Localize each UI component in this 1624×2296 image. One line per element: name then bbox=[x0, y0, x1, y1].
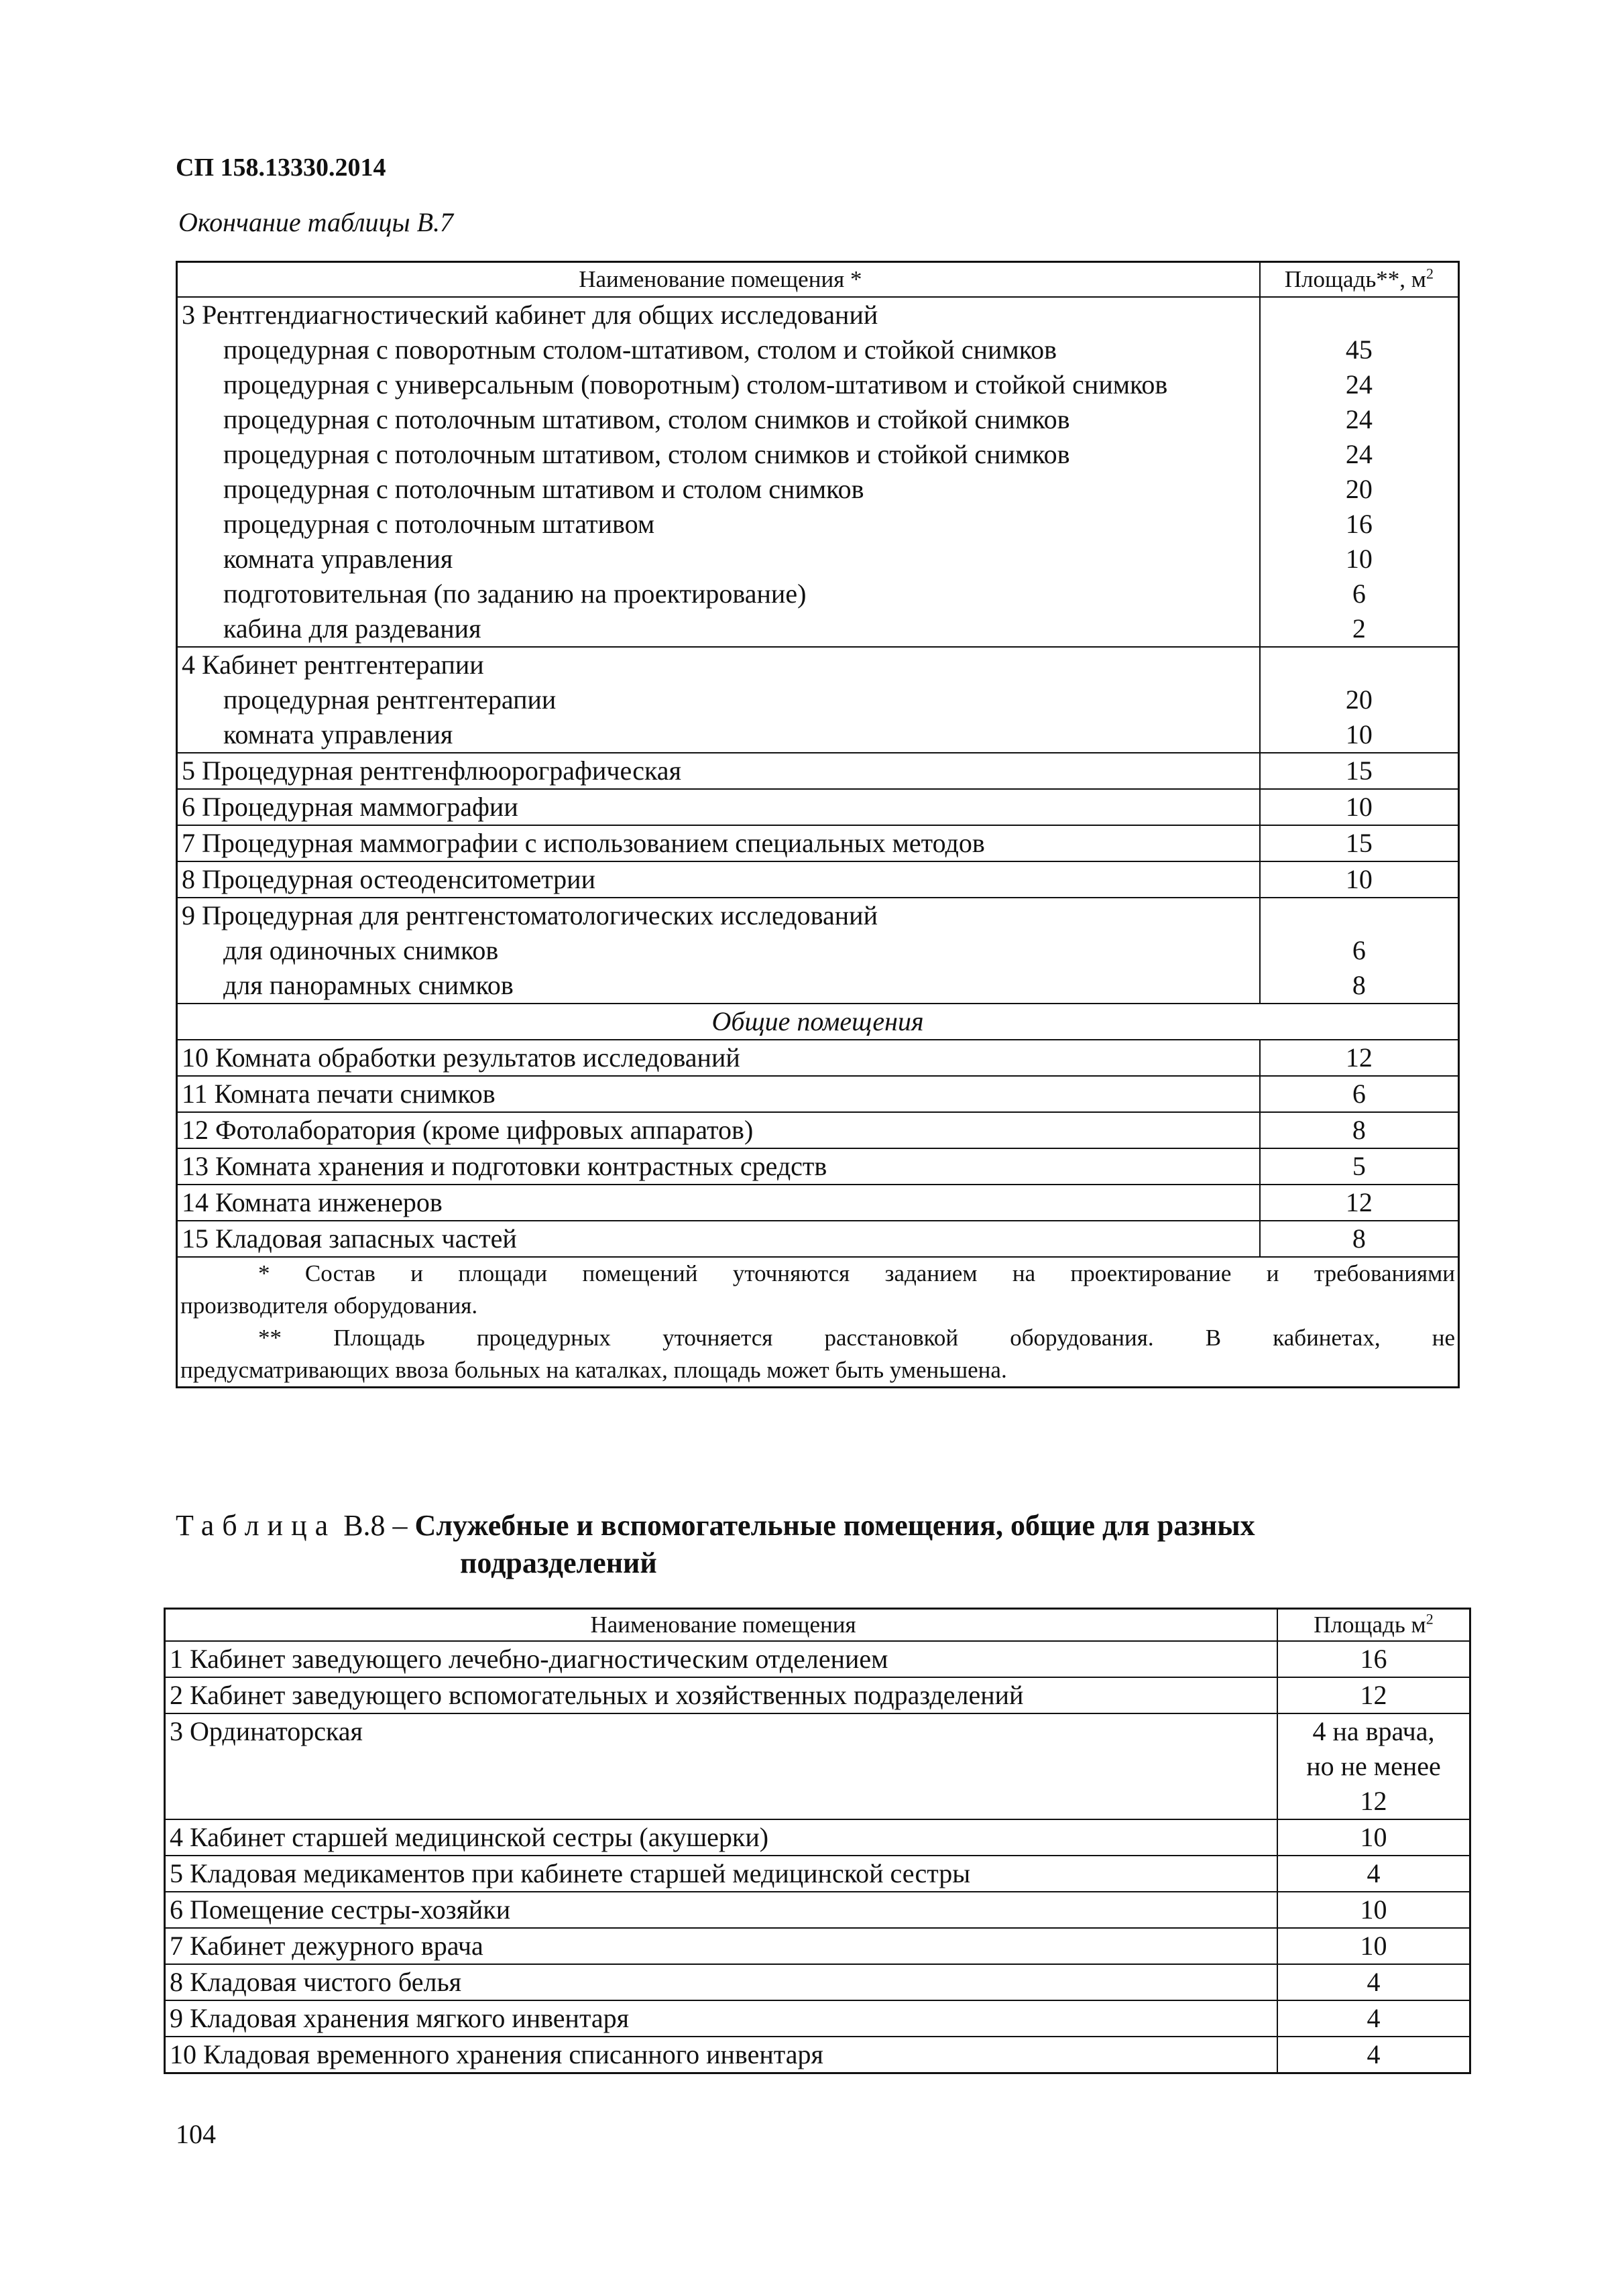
table-row bbox=[165, 1928, 1470, 1964]
row-area bbox=[1277, 1713, 1470, 1819]
row-name: 13 Комната хранения и подготовки контрастных средств bbox=[177, 1148, 1260, 1185]
table-row bbox=[165, 1856, 1470, 1892]
row-name: процедурная с универсальным (поворотным) столом-штативом и стойкой снимков bbox=[223, 369, 1168, 400]
table-row bbox=[177, 611, 1459, 647]
row-name: 8 Кладовая чистого белья bbox=[165, 1964, 1278, 2000]
row-name: комната управления bbox=[223, 719, 453, 749]
footnote-row bbox=[177, 1322, 1459, 1354]
table-row bbox=[177, 367, 1459, 402]
table-row bbox=[165, 1964, 1470, 2000]
row-name: кабина для раздевания bbox=[223, 613, 481, 644]
row-name: 7 Кабинет дежурного врача bbox=[165, 1928, 1278, 1964]
table-b8-title bbox=[176, 1507, 1460, 1582]
row-area: 6 bbox=[1260, 1076, 1459, 1112]
row-name: 11 Комната печати снимков bbox=[177, 1076, 1260, 1112]
row-area: 6 bbox=[1260, 933, 1459, 968]
area-line: 12 bbox=[1360, 1786, 1387, 1816]
table-row bbox=[177, 437, 1459, 472]
table-row bbox=[177, 717, 1459, 753]
row-name: 2 Кабинет заведующего вспомогательных и хозяйственных подразделений bbox=[165, 1677, 1278, 1713]
footnote-1-line-1: * Состав и площади помещений уточняются заданием на проектирование и требованиями bbox=[177, 1257, 1459, 1290]
table-row bbox=[177, 647, 1459, 682]
row-area: 5 bbox=[1260, 1148, 1459, 1185]
row-area: 10 bbox=[1260, 861, 1459, 898]
header-area: Площадь**, $м^2$ bbox=[1260, 262, 1459, 298]
row-area: 24 bbox=[1260, 402, 1459, 437]
table-row bbox=[177, 542, 1459, 577]
table-b7 bbox=[176, 261, 1460, 1388]
table-row bbox=[177, 753, 1459, 789]
row-area bbox=[1260, 898, 1459, 933]
row-area: 12 bbox=[1277, 1677, 1470, 1713]
row-name: 3 Рентгендиагностический кабинет для общих исследований bbox=[182, 300, 878, 330]
table-row bbox=[177, 1076, 1459, 1112]
row-area: 10 bbox=[1277, 1892, 1470, 1928]
row-area: 12 bbox=[1260, 1185, 1459, 1221]
table-header bbox=[165, 1609, 1470, 1642]
row-area: 15 bbox=[1260, 825, 1459, 861]
row-area: 8 bbox=[1260, 1112, 1459, 1148]
row-name: 6 Помещение сестры-хозяйки bbox=[165, 1892, 1278, 1928]
title-text-line-2: подразделений bbox=[460, 1547, 657, 1579]
table-row bbox=[177, 297, 1459, 333]
row-name: подготовительная (по заданию на проектирование) bbox=[223, 579, 807, 609]
row-area: 20 bbox=[1260, 472, 1459, 507]
table-row bbox=[165, 1892, 1470, 1928]
row-area: 16 bbox=[1277, 1641, 1470, 1677]
row-area: 10 bbox=[1277, 1819, 1470, 1856]
table-row bbox=[165, 1713, 1470, 1819]
row-area: 2 bbox=[1260, 611, 1459, 647]
row-name: 4 Кабинет старшей медицинской сестры (акушерки) bbox=[165, 1819, 1278, 1856]
row-name: 3 Ординаторская bbox=[165, 1713, 1278, 1819]
table-row bbox=[177, 968, 1459, 1004]
row-name: 15 Кладовая запасных частей bbox=[177, 1221, 1260, 1257]
section-row bbox=[177, 1004, 1459, 1040]
row-area: 12 bbox=[1260, 1040, 1459, 1076]
table-header bbox=[177, 262, 1459, 298]
footnote-1-line-2: производителя оборудования. bbox=[180, 1292, 478, 1319]
row-name: для панорамных снимков bbox=[223, 970, 514, 1000]
row-name: процедурная с потолочным штативом, столом снимков и стойкой снимков bbox=[223, 404, 1070, 434]
page-number: 104 bbox=[176, 2119, 216, 2149]
row-name: процедурная с потолочным штативом, столом снимков и стойкой снимков bbox=[223, 439, 1070, 469]
row-name: 12 Фотолаборатория (кроме цифровых аппаратов) bbox=[177, 1112, 1260, 1148]
table-row bbox=[177, 1221, 1459, 1257]
table-row bbox=[165, 1819, 1470, 1856]
row-name: процедурная рентгентерапии bbox=[223, 684, 557, 715]
row-area: 4 bbox=[1277, 2037, 1470, 2073]
row-area: 10 bbox=[1260, 542, 1459, 577]
table-row bbox=[177, 933, 1459, 968]
row-area: 10 bbox=[1277, 1928, 1470, 1964]
footnote-row bbox=[177, 1354, 1459, 1388]
row-area bbox=[1260, 647, 1459, 682]
row-area: 4 bbox=[1277, 1964, 1470, 2000]
table-row bbox=[177, 1148, 1459, 1185]
row-name: 4 Кабинет рентгентерапии bbox=[177, 647, 1260, 682]
row-area: 10 bbox=[1260, 717, 1459, 753]
row-name: процедурная с поворотным столом-штативом, столом и стойкой снимков bbox=[223, 335, 1057, 365]
table-row bbox=[177, 402, 1459, 437]
row-area: 10 bbox=[1260, 789, 1459, 825]
row-name: процедурная с потолочным штативом bbox=[223, 509, 655, 539]
table-row bbox=[177, 472, 1459, 507]
row-area: 8 bbox=[1260, 1221, 1459, 1257]
row-area: 15 bbox=[1260, 753, 1459, 789]
footnote-2-line-1: ** Площадь процедурных уточняется расстановкой оборудования. В кабинетах, не bbox=[258, 1325, 1455, 1351]
row-name: 9 Процедурная для рентгенстоматологических исследований bbox=[177, 898, 1260, 933]
row-name: 7 Процедурная маммографии с использованием специальных методов bbox=[177, 825, 1260, 861]
row-name: процедурная с потолочным штативом и столом снимков bbox=[223, 474, 864, 504]
title-number: В.8 – bbox=[343, 1509, 408, 1542]
table-row bbox=[177, 333, 1459, 367]
area-line: но не менее bbox=[1306, 1751, 1441, 1781]
row-area: 16 bbox=[1260, 507, 1459, 542]
row-name: 14 Комната инженеров bbox=[177, 1185, 1260, 1221]
section-title: Общие помещения bbox=[177, 1004, 1459, 1040]
table-row bbox=[177, 861, 1459, 898]
table-row bbox=[165, 1677, 1470, 1713]
footnote-row bbox=[177, 1257, 1459, 1290]
row-name: 6 Процедурная маммографии bbox=[177, 789, 1260, 825]
area-line: 4 на врача, bbox=[1312, 1716, 1435, 1746]
row-name: 10 Кладовая временного хранения списанного инвентаря bbox=[165, 2037, 1278, 2073]
row-name: 10 Комната обработки результатов исследований bbox=[177, 1040, 1260, 1076]
table-continuation-caption: Окончание таблицы В.7 bbox=[178, 207, 454, 237]
table-row bbox=[177, 898, 1459, 933]
footnote-2-line-2: предусматривающих ввоза больных на каталках, площадь может быть уменьшена. bbox=[180, 1357, 1007, 1383]
table-row bbox=[165, 2000, 1470, 2037]
row-area: 8 bbox=[1260, 968, 1459, 1004]
row-area: 4 bbox=[1277, 2000, 1470, 2037]
row-area: 20 bbox=[1260, 682, 1459, 717]
title-text-line-1: Служебные и вспомогательные помещения, общие для разных bbox=[414, 1509, 1255, 1542]
row-area: 24 bbox=[1260, 367, 1459, 402]
row-area: 45 bbox=[1260, 333, 1459, 367]
table-row bbox=[177, 507, 1459, 542]
row-area: 6 bbox=[1260, 577, 1459, 611]
table-row bbox=[165, 2037, 1470, 2073]
row-area: 4 bbox=[1277, 1856, 1470, 1892]
title-label: Таблица bbox=[176, 1509, 337, 1542]
table-row bbox=[177, 789, 1459, 825]
row-name: комната управления bbox=[223, 544, 453, 574]
table-row bbox=[177, 682, 1459, 717]
header-area: Площадь $м^2$ bbox=[1277, 1609, 1470, 1642]
row-area bbox=[1260, 297, 1459, 333]
table-row bbox=[177, 577, 1459, 611]
row-name: 9 Кладовая хранения мягкого инвентаря bbox=[165, 2000, 1278, 2037]
row-name: для одиночных снимков bbox=[223, 935, 499, 965]
footnote-row bbox=[177, 1290, 1459, 1322]
table-row bbox=[165, 1641, 1470, 1677]
table-row bbox=[177, 825, 1459, 861]
table-row bbox=[177, 1112, 1459, 1148]
header-name: Наименование помещения * bbox=[177, 262, 1260, 298]
table-row bbox=[177, 1185, 1459, 1221]
table-row bbox=[177, 1040, 1459, 1076]
table-b8 bbox=[164, 1608, 1471, 2074]
row-area: 24 bbox=[1260, 437, 1459, 472]
document-code: СП 158.13330.2014 bbox=[176, 154, 386, 182]
row-name: 5 Процедурная рентгенфлюорографическая bbox=[177, 753, 1260, 789]
row-name: 1 Кабинет заведующего лечебно-диагностическим отделением bbox=[165, 1641, 1278, 1677]
header-name: Наименование помещения bbox=[165, 1609, 1278, 1642]
row-name: 8 Процедурная остеоденситометрии bbox=[177, 861, 1260, 898]
row-name: 5 Кладовая медикаментов при кабинете старшей медицинской сестры bbox=[165, 1856, 1278, 1892]
